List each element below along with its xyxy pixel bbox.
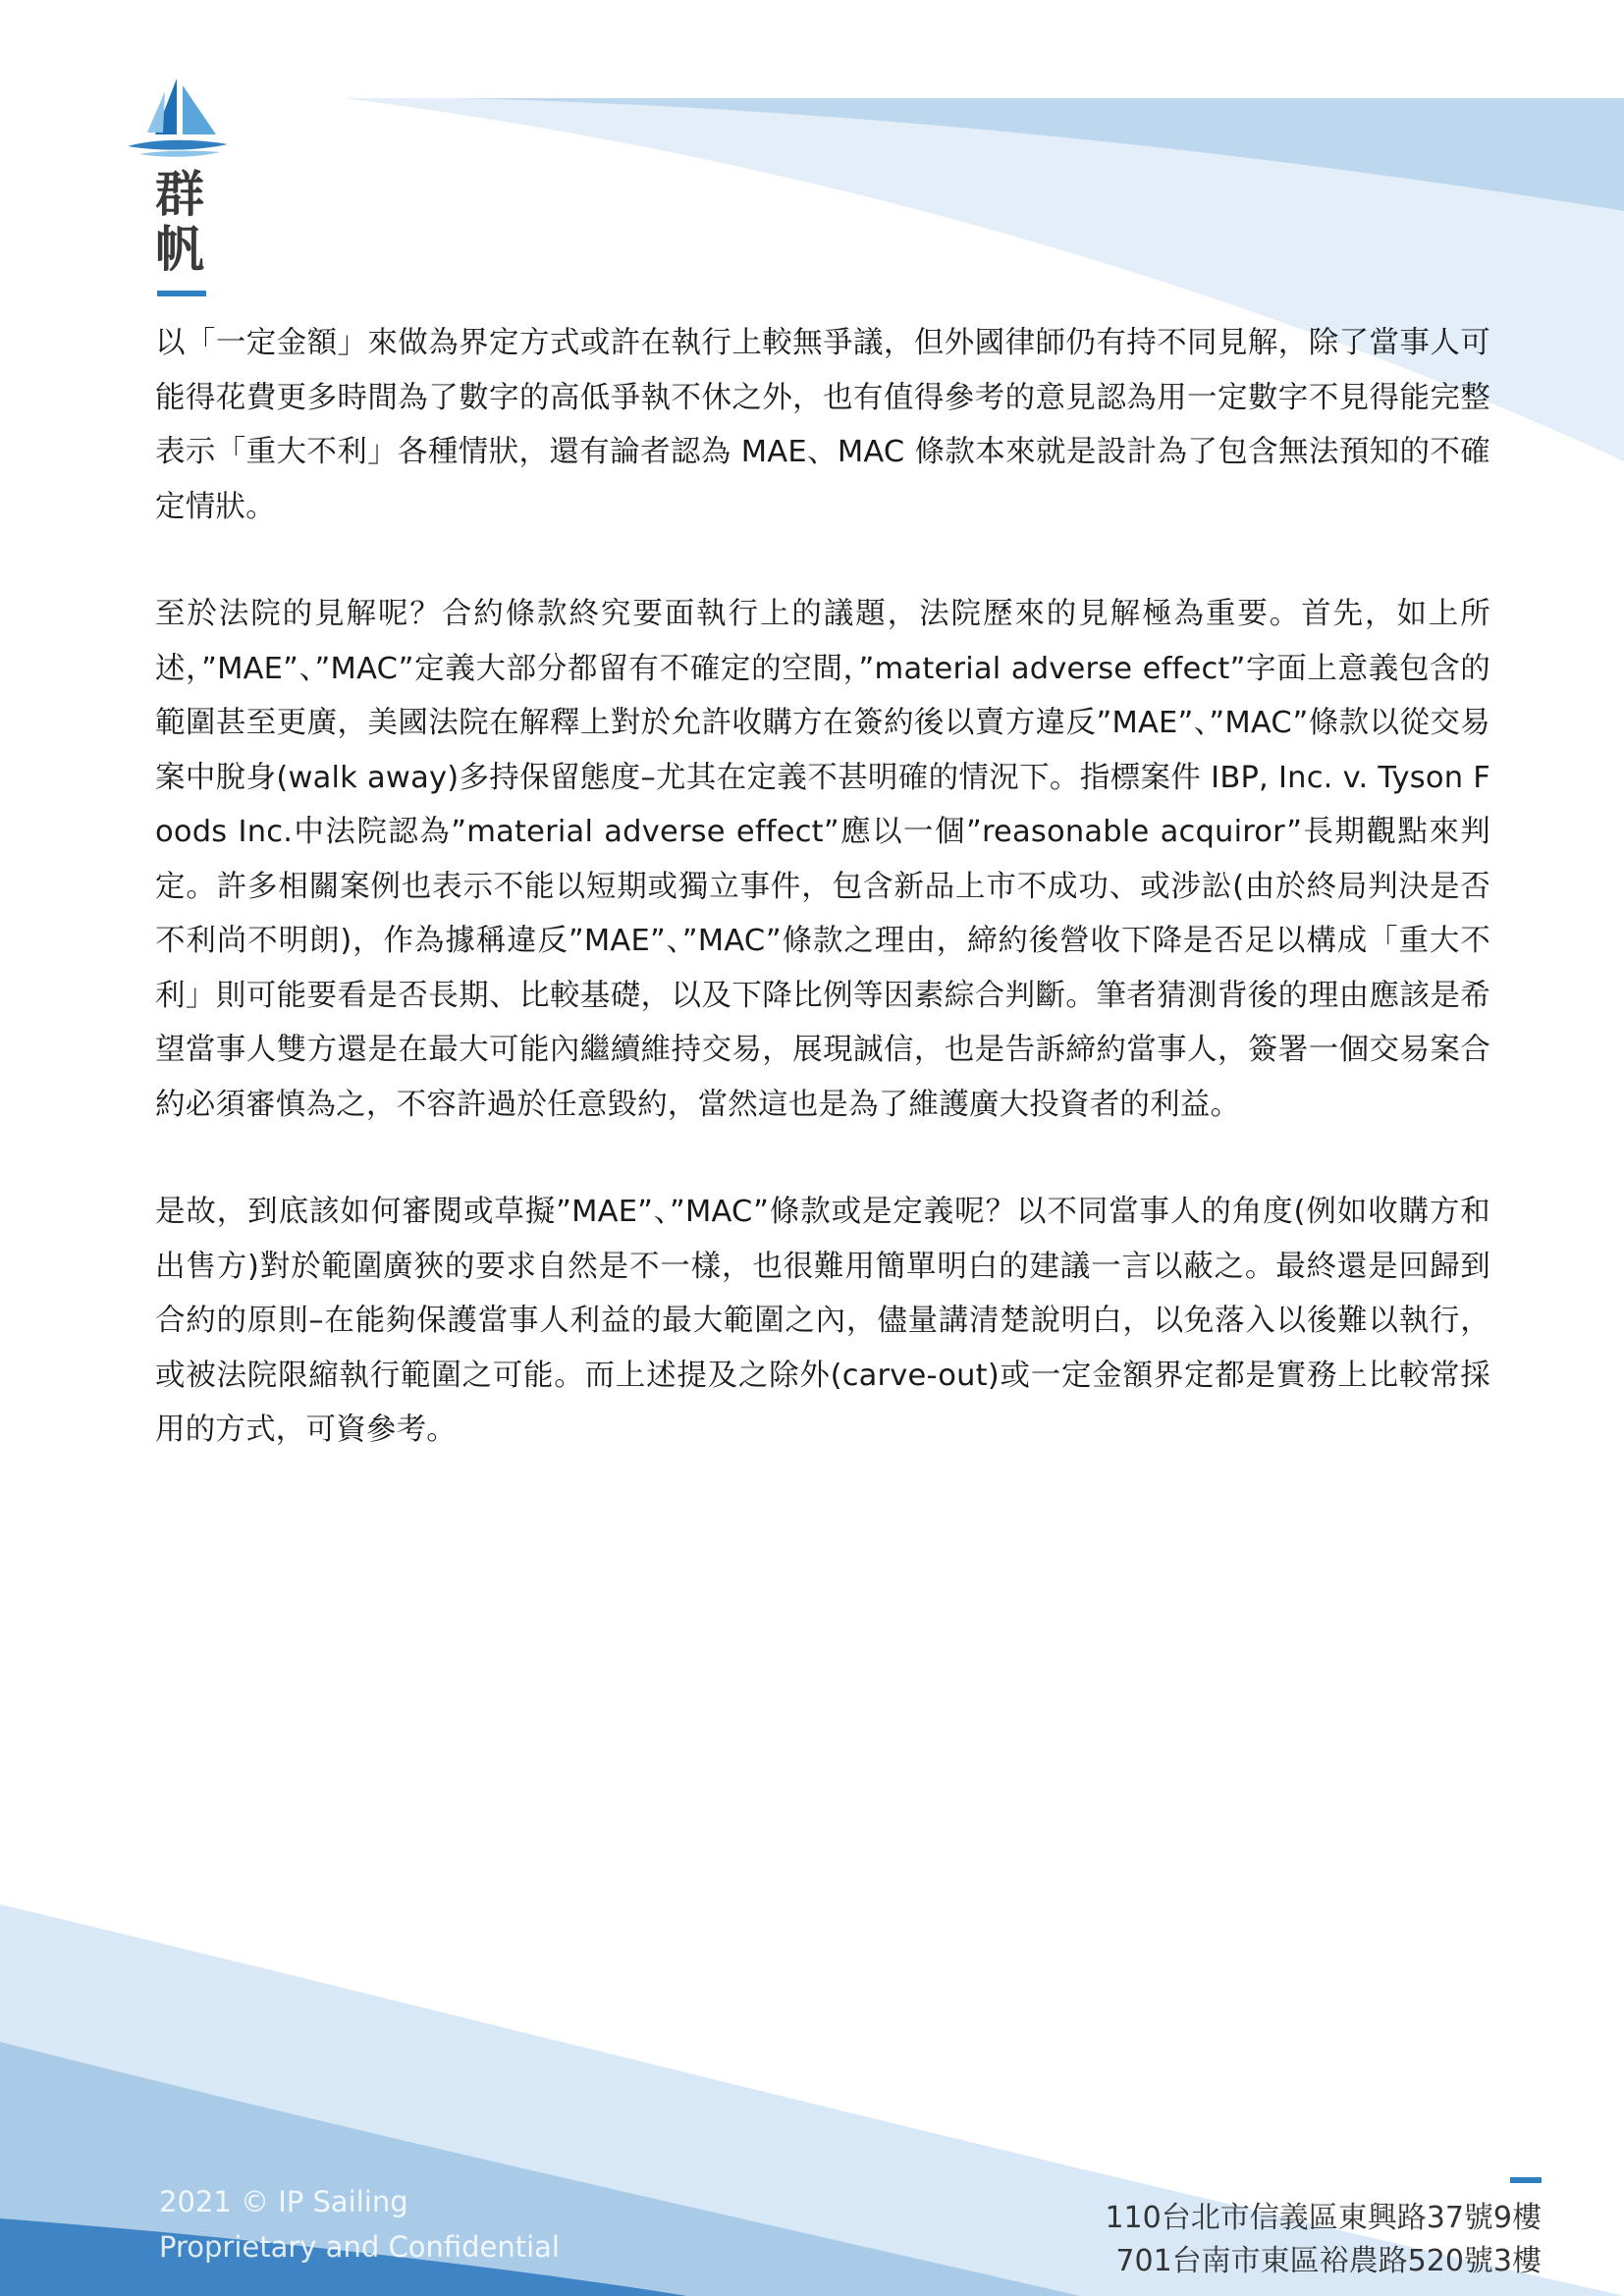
brand-name-line2: 帆 bbox=[155, 221, 204, 278]
address-tainan: 701台南市東區裕農路520號3樓 bbox=[1115, 2244, 1542, 2278]
footer-addresses bbox=[1105, 2197, 1542, 2283]
paragraph-2: 至於法院的見解呢？合約條款終究要面執行上的議題，法院歷來的見解極為重要。首先，如上所述，”MAE”、”MAC”定義大部分都留有不確定的空間，”material adverse effect”字面上意義包含的範圍甚至更廣，美國法院在解釋上對於允許收購方在簽約後以賣方違反”MAE”、”MAC”條款以從交易案中脫身(walk away)多持保留態度–尤其在定義不甚明確的情況下。指標案件 IBP, Inc. v. Tyson Foods Inc.中法院認為”material adverse effect”應以一個”reasonable acquiror”長期觀點來判定。許多相關案例也表示不能以短期或獨立事件，包含新品上市不成功、或涉訟(由於終局判決是否不利尚不明朗)，作為據稱違反”MAE”、”MAC”條款之理由，締約後營收下降是否足以構成「重大不利」則可能要看是否長期、比較基礎，以及下降比例等因素綜合判斷。筆者猜測背後的理由應該是希望當事人雙方還是在最大可能內繼續維持交易，展現誠信，也是告訴締約當事人，簽署一個交易案合約必須審慎為之，不容許過於任意毀約，當然這也是為了維護廣大投資者的利益。 bbox=[155, 597, 1490, 1122]
logo-underline bbox=[157, 291, 206, 296]
confidential-text: Proprietary and Confidential bbox=[159, 2230, 560, 2264]
brand-name-line1: 群 bbox=[155, 166, 204, 223]
footer-copyright-block bbox=[159, 2179, 560, 2269]
copyright-text: 2021 © IP Sailing bbox=[159, 2185, 408, 2218]
paragraph-1: 以「一定金額」來做為界定方式或許在執行上較無爭議，但外國律師仍有持不同見解，除了當事人可能得花費更多時間為了數字的高低爭執不休之外，也有值得參考的意見認為用一定數字不見得能完整表示「重大不利」各種情狀，還有論者認為 MAE、MAC 條款本來就是設計為了包含無法預知的不確定情狀。 bbox=[155, 326, 1490, 524]
footer-accent-rule bbox=[1510, 2177, 1542, 2183]
brand-name bbox=[155, 167, 204, 277]
address-taipei: 110台北市信義區東興路37號9樓 bbox=[1105, 2201, 1542, 2235]
article-body bbox=[155, 316, 1490, 1511]
paragraph-3: 是故，到底該如何審閱或草擬”MAE”、”MAC”條款或是定義呢？以不同當事人的角度(例如收購方和出售方)對於範圍廣狹的要求自然是不一樣，也很難用簡單明白的建議一言以蔽之。最終還是回歸到合約的原則–在能夠保護當事人利益的最大範圍之內，儘量講清楚說明白，以免落入以後難以執行，或被法院限縮執行範圍之可能。而上述提及之除外(carve-out)或一定金額界定都是實務上比較常採用的方式，可資參考。 bbox=[155, 1195, 1490, 1447]
logo bbox=[126, 74, 234, 162]
sailboat-icon bbox=[126, 74, 234, 162]
